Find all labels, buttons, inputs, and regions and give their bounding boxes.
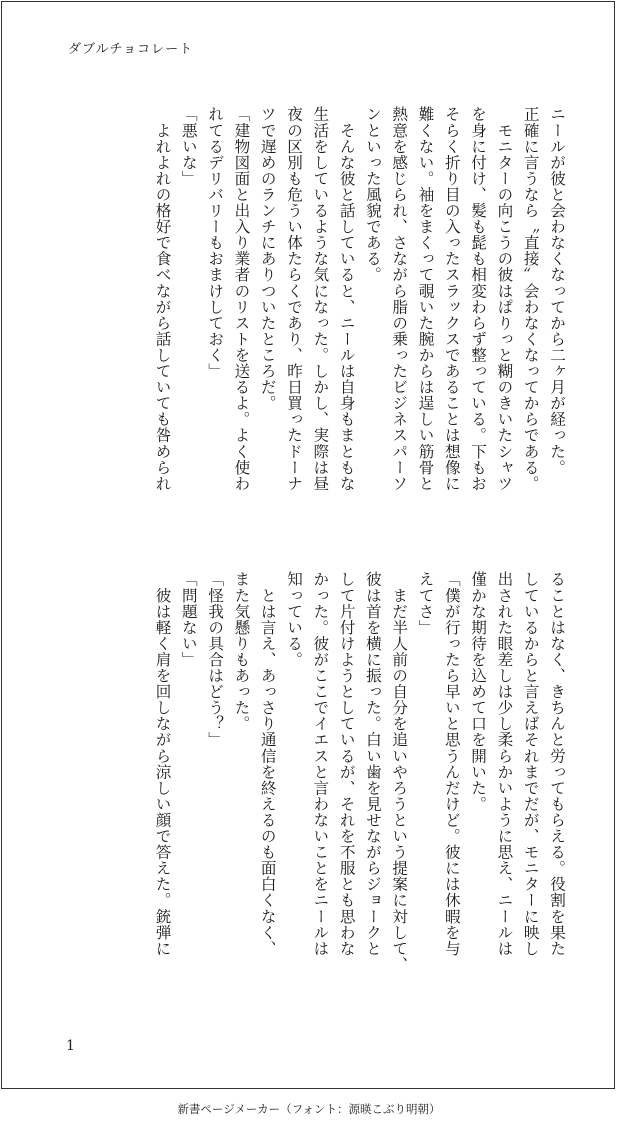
text-line: 彼は軽く肩を回しながら涼しい顔で答えた。銃弾に: [153, 571, 172, 957]
text-line: 熱意を感じられ、さながら脂の乗ったビジネスパーソ: [390, 106, 409, 492]
text-line: 「建物図面と出入り業者のリストを送るよ。よく使わ: [232, 106, 251, 492]
text-line: れてるデリバリーもおまけしておく」: [206, 106, 225, 379]
lower-text-block: [60, 571, 570, 996]
text-line: を身に付け、髪も髭も相変わらず整っている。下もお: [469, 106, 488, 492]
text-line: 「悪いな」: [179, 106, 198, 187]
text-line: 彼は首を横に振った。白い歯を見せながらジョークと: [363, 571, 382, 957]
text-line: そんな彼と話していると、ニールは自身もまともな: [337, 106, 356, 492]
text-line: また気懸りもあった。: [232, 571, 251, 732]
generator-credit: 新書ページメーカー（フォント：源暎こぶり明朝）: [177, 1102, 441, 1116]
text-line: しているからと言えばそれまでだが、モニターに映し: [521, 571, 540, 957]
text-line: まだ半人前の自分を追いやろうという提案に対して、: [390, 571, 409, 973]
text-line: 夜の区別も危うい体たらくであり、昨日買ったドーナ: [285, 106, 304, 492]
text-line: よれよれの格好で食べながら話していても咎められ: [153, 106, 172, 492]
text-line: 僅かな期待を込めて口を開いた。: [469, 571, 488, 812]
page-frame: [1, 1, 615, 1089]
text-line: 難くない。袖をまくって覗いた腕からは逞しい筋骨と: [416, 106, 435, 492]
text-line: ることはなく、きちんと労ってもらえる。役割を果た: [548, 571, 566, 957]
text-line: して片付けようとしているが、それを不服とも思わな: [337, 571, 356, 957]
text-line: 知っている。: [285, 571, 304, 668]
text-line: 正確に言うなら〝直接〟会わなくなってからである。: [521, 106, 540, 492]
upper-text-block: [60, 106, 570, 531]
text-line: 生活をしているような気になった。しかし、実際は昼: [311, 106, 330, 492]
text-line: 「僕が行ったら早いと思うんだけど。彼には休暇を与: [442, 571, 461, 957]
text-line: とは言え、あっさり通信を終えるのも面白くなく、: [258, 571, 277, 957]
text-line: ンといった風貌である。: [363, 106, 382, 283]
text-line: ツで遅めのランチにありついたところだ。: [258, 106, 277, 411]
text-line: えてさ」: [416, 571, 435, 636]
running-head: ダブルチョコレート: [68, 42, 194, 57]
text-line: 「問題ない」: [179, 571, 198, 668]
text-line: 出された眼差しは少し柔らかいように思え、ニールは: [495, 571, 514, 957]
text-line: そらく折り目の入ったスラックスであることは想像に: [442, 106, 461, 492]
text-line: かった。彼がここでイエスと言わないことをニールは: [311, 571, 330, 957]
text-line: ニールが彼と会わなくなってから二ヶ月が経った。: [548, 106, 566, 476]
text-line: 「怪我の具合はどう？」: [206, 571, 225, 748]
page-number: 1: [66, 1038, 75, 1054]
text-line: モニターの向こうの彼はぱりっと糊のきいたシャツ: [495, 106, 514, 492]
